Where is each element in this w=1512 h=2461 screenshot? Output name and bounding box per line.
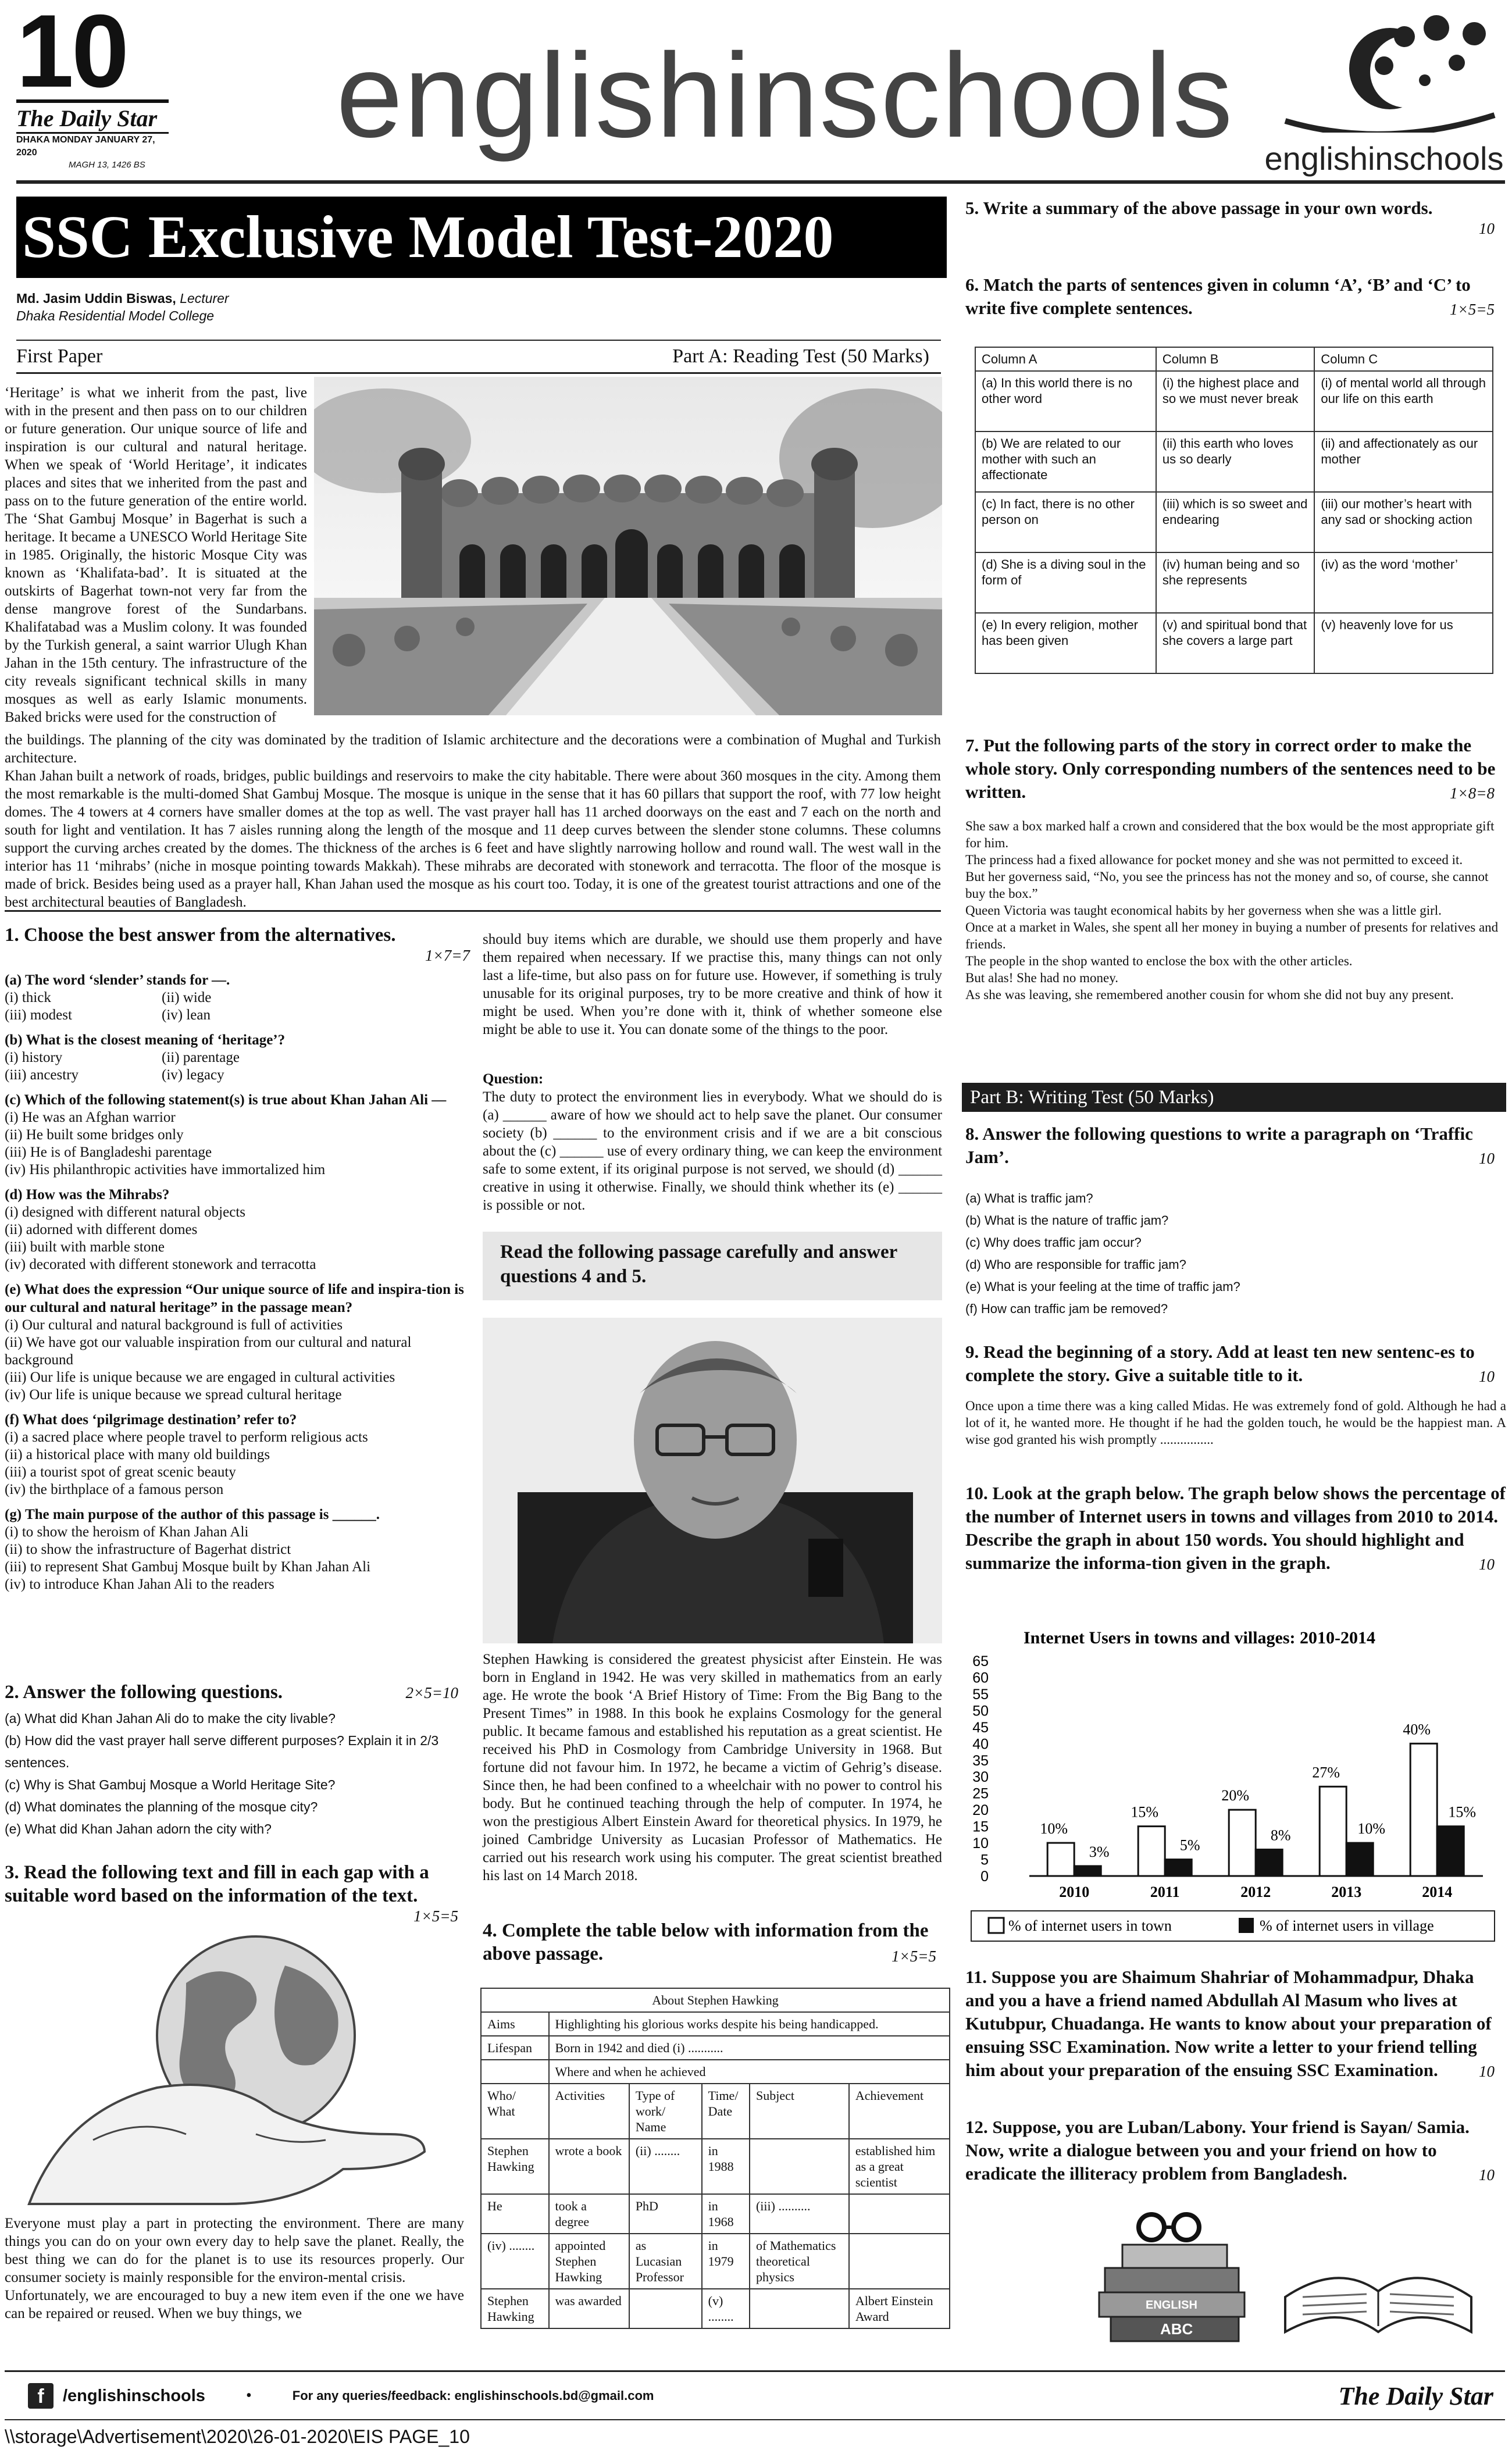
bar-value-label: 15%: [1448, 1803, 1477, 1821]
q2-item: (e) What did Khan Jahan adorn the city with?: [5, 1821, 272, 1836]
q4-col-header: Who/ What: [481, 2084, 549, 2139]
q7-line: The people in the shop wanted to enclose the box with the other articles.: [965, 954, 1353, 968]
q1-item: [5, 1411, 470, 1499]
q1-options: [5, 1109, 470, 1179]
question-4: [483, 1919, 942, 1964]
where-when-label: Where and when he achieved: [549, 2060, 950, 2084]
q4-cell: PhD: [629, 2194, 702, 2234]
lifespan-label: Lifespan: [481, 2036, 549, 2060]
town-bar: [1138, 1827, 1165, 1876]
q6-cell: (v) heavenly love for us: [1314, 613, 1493, 673]
question-12: [965, 2116, 1506, 2183]
question-5: [965, 197, 1506, 237]
q1-option[interactable]: (ii) adorned with different domes: [5, 1222, 198, 1237]
q7-line: But her governess said, “No, you see the princess has not the money and so, of course, she cannot buy the box.”: [965, 869, 1489, 901]
q1-option[interactable]: (ii) parentage: [162, 1050, 240, 1065]
q12-marks: 10: [1479, 2166, 1495, 2184]
q8-item: (f) How can traffic jam be removed?: [965, 1301, 1168, 1316]
legend-village-swatch: [1239, 1918, 1254, 1933]
internet-users-chart: [965, 1620, 1506, 1948]
q1-item-question: (e) What does the expression “Our unique source of life and inspira-tion is our cultural and natural heritage” in the passage mean?: [5, 1282, 464, 1315]
y-tick-label: 35: [972, 1752, 989, 1769]
q4-col-header: Time/ Date: [702, 2084, 750, 2139]
author-org: Dhaka Residential Model College: [16, 308, 215, 323]
page-title: englishinschools: [336, 28, 1234, 162]
q10-heading: 10. Look at the graph below. The graph below shows the percentage of the number of Internet users in towns and villages from 2010 to 2014. Describe the graph in about 150 words. You should highlight and summarize the informa-tion given in the graph.: [965, 1483, 1506, 1573]
q2-heading: 2. Answer the following questions.: [5, 1682, 283, 1703]
bar-value-label: 15%: [1131, 1803, 1159, 1821]
q1-option[interactable]: (i) to show the heroism of Khan Jahan Ali: [5, 1524, 249, 1540]
q1-item: [5, 1506, 470, 1593]
q1-item: [5, 1031, 470, 1084]
q2-item: (a) What did Khan Jahan Ali do to make the city livable?: [5, 1711, 336, 1726]
chart-title: Internet Users in towns and villages: 2010-2014: [1024, 1628, 1375, 1647]
town-bar: [1229, 1810, 1256, 1876]
q5-heading: 5. Write a summary of the above passage in your own words.: [965, 198, 1433, 218]
q6-cell: (ii) and affectionately as our mother: [1314, 431, 1493, 492]
q4-cell: in 1988: [702, 2139, 750, 2194]
bar-value-label: 10%: [1357, 1820, 1386, 1838]
q1-options: [5, 989, 470, 1024]
q6-heading: 6. Match the parts of sentences given in column ‘A’, ‘B’ and ‘C’ to write five complete sentences.: [965, 274, 1471, 318]
q1-item-question: (a) The word ‘slender’ stands for —.: [5, 972, 230, 988]
table-row: [975, 552, 1493, 613]
q4-cell: Albert Einstein Award: [849, 2289, 950, 2328]
q1-option[interactable]: (ii) a historical place with many old buildings: [5, 1447, 270, 1463]
q4-cell: [750, 2139, 849, 2194]
q4-cell: in 1968: [702, 2194, 750, 2234]
q1-option[interactable]: (iv) decorated with different stonework and terracotta: [5, 1257, 316, 1272]
q3-question-label: Question:: [483, 1071, 544, 1087]
q4-cell: wrote a book: [549, 2139, 629, 2194]
q1-option[interactable]: (iii) a tourist spot of great scenic beauty: [5, 1464, 236, 1480]
q7-line: She saw a box marked half a crown and considered that the box would be the most appropriate gift for him.: [965, 819, 1495, 850]
q4-cell: established him as a great scientist: [849, 2139, 950, 2194]
q4-cell: He: [481, 2194, 549, 2234]
facebook-handle[interactable]: /englishinschools: [63, 2386, 205, 2405]
q4-cell: (v) ........: [702, 2289, 750, 2328]
q1-option[interactable]: (i) history: [5, 1050, 63, 1065]
part-a-label: Part A: Reading Test (50 Marks): [672, 345, 929, 367]
part-b-bar: Part B: Writing Test (50 Marks): [962, 1083, 1506, 1112]
q1-option[interactable]: (i) designed with different natural objects: [5, 1204, 245, 1220]
q1-item: [5, 1091, 470, 1179]
books-label-abc: ABC: [1160, 2320, 1193, 2338]
logo-mark-icon: [1262, 5, 1506, 133]
books-illustration: [1087, 2210, 1483, 2344]
q4-cell: as Lucasian Professor: [629, 2234, 702, 2289]
q4-cell: (ii) ........: [629, 2139, 702, 2194]
y-tick-label: 60: [972, 1670, 989, 1686]
q2-item: (c) Why is Shat Gambuj Mosque a World Heritage Site?: [5, 1777, 336, 1792]
q1-options: [5, 1429, 470, 1499]
legend-village-label: % of internet users in village: [1260, 1917, 1434, 1934]
q7-line: The princess had a fixed allowance for pocket money and she was not permitted to exceed it.: [965, 853, 1463, 867]
q1-option[interactable]: (iii) Our life is unique because we are engaged in cultural activities: [5, 1369, 395, 1385]
q6-col-header: Column B: [1156, 347, 1314, 371]
table-row: [975, 613, 1493, 673]
q3-text-2: Unfortunately, we are encouraged to buy a new item even if the one we have can be repaired or reused. When we buy things, we: [5, 2288, 464, 2321]
q9-text: Once upon a time there was a king called Midas. He was extremely fond of gold. Although he had a lot of it, he wanted more. He thought if he had the golden touch, he would be the happiest man. A wise god granted his wish promptly ................: [965, 1399, 1506, 1447]
y-tick-label: 25: [972, 1785, 989, 1802]
q7-marks: 1×8=8: [1450, 784, 1495, 802]
q6-cell: (ii) this earth who loves us so dearly: [1156, 431, 1314, 492]
hawking-passage: Stephen Hawking is considered the greatest physicist after Einstein. He was born in England in 1942. He was very skilled in mathematics from an early age. He wrote the book ‘A Brief History of Time: From the Big Bang to the Present Times” in 1988. In this book he explains Cosmology for the general public. It became famous and established his reputation as a great scientist. He received his PhD in Cosmology from Cambridge University in 1968. But fortune did not favour him. In 1972, he became a victim of Gehrig’s disease. Since then, he had been confined to a wheelchair with no power to control his body. But he continued teaching through the help of computer. In 1974, he won the prestigious Albert Einstein Award for theoretical physics. In 1979, he joined Cambridge University as Lucasian Professor of Mathematics. He carried out his research work using his computer. The great scientist breathed his last on 14 March 2018.: [483, 1652, 942, 1884]
q1-option[interactable]: (i) thick: [5, 990, 51, 1005]
legend-town-label: % of internet users in town: [1008, 1917, 1172, 1934]
x-tick-label: 2013: [1331, 1884, 1362, 1900]
table-title: About Stephen Hawking: [481, 1988, 950, 2012]
q6-cell: (d) She is a diving soul in the form of: [975, 552, 1156, 613]
hawking-table: [480, 1988, 950, 2329]
q8-item: (c) Why does traffic jam occur?: [965, 1235, 1142, 1250]
q10-marks: 10: [1479, 1556, 1495, 1573]
question-9: [965, 1340, 1506, 1448]
q11-marks: 10: [1479, 2063, 1495, 2080]
q4-cell: was awarded: [549, 2289, 629, 2328]
q1-option[interactable]: (ii) He built some bridges only: [5, 1127, 184, 1143]
q4-cell: (iii) ..........: [750, 2194, 849, 2234]
y-tick-label: 15: [972, 1818, 989, 1835]
q1-option[interactable]: (ii) We have got our valuable inspiration from our cultural and natural background: [5, 1335, 412, 1368]
q1-option[interactable]: (iii) ancestry: [5, 1067, 79, 1083]
lifespan-value: Born in 1942 and died (i) ...........: [549, 2036, 950, 2060]
q1-item-question: (f) What does ‘pilgrimage destination’ refer to?: [5, 1412, 297, 1428]
test-title: SSC Exclusive Model Test-2020: [22, 204, 834, 270]
village-bar: [1346, 1843, 1373, 1876]
q4-cell: took a degree: [549, 2194, 629, 2234]
town-bar: [1047, 1843, 1074, 1876]
q1-option[interactable]: (iii) built with marble stone: [5, 1239, 165, 1255]
table-row: [975, 431, 1493, 492]
q1-item-question: (g) The main purpose of the author of this passage is ______.: [5, 1507, 380, 1522]
legend-town-swatch: [989, 1918, 1004, 1933]
q1-option[interactable]: (ii) to show the infrastructure of Bagerhat district: [5, 1542, 291, 1557]
y-tick-label: 0: [980, 1868, 989, 1885]
q4-marks: 1×5=5: [891, 1948, 936, 1965]
x-tick-label: 2012: [1240, 1884, 1271, 1900]
q4-cell: appointed Stephen Hawking: [549, 2234, 629, 2289]
q8-item: (d) Who are responsible for traffic jam?: [965, 1257, 1186, 1272]
q1-option[interactable]: (iii) modest: [5, 1007, 72, 1023]
q6-marks: 1×5=5: [1450, 301, 1495, 318]
hawking-photo: [483, 1318, 942, 1643]
question-10: [965, 1482, 1506, 1572]
village-bar: [1074, 1866, 1101, 1876]
passage-1-para2: Khan Jahan built a network of roads, bridges, public buildings and reservoirs to make the city habitable. There were about 360 mosques in the city. Among them the most remarkable is the multi-domed Shat Gambuj Mosque. The mosque is unique in the sense that it has 60 pillars that support the roof, with 77 low height domes. The 4 towers at 4 corners have smaller domes at the top as well. The vast prayer hall has 11 arched doorways on the east and 7 each on the north and south for light and ventilation. It has 7 aisles running along the length of the mosque and 11 deep curves between the slender stone columns. These columns support the curving arches created by the domes. The thickness of the arches is 6 feet and have slightly narrowing hollow and round wall. The west wall in the interior has 11 ‘mihrabs’ (niche in mosque pointing towards Makkah). These mihrabs are decorated with stonework and terracotta. The floor of the mosque is made of brick. Besides being used as a prayer hall, Khan Jahan used the mosque as his court too. Today, it is one of the greatest tourist attractions and one of the best architectural beauties of Bangladesh.: [5, 768, 941, 910]
table-row: [975, 371, 1493, 431]
table-row: [481, 2194, 950, 2234]
y-tick-label: 40: [972, 1736, 989, 1753]
q8-heading: 8. Answer the following questions to write a paragraph on ‘Traffic Jam’.: [965, 1124, 1473, 1167]
test-title-bar: [16, 197, 947, 278]
masthead-block: [16, 0, 173, 171]
q1-option[interactable]: (iii) to represent Shat Gambuj Mosque built by Khan Jahan Ali: [5, 1559, 371, 1575]
y-tick-label: 65: [972, 1653, 989, 1670]
logo: [1262, 5, 1506, 177]
q6-col-header: Column A: [975, 347, 1156, 371]
question-2: [5, 1681, 470, 1840]
q1-item: [5, 971, 470, 1024]
q1-heading: 1. Choose the best answer from the alternatives.: [5, 925, 396, 946]
x-tick-label: 2014: [1422, 1884, 1453, 1900]
q6-cell: (iii) our mother’s heart with any sad or shocking action: [1314, 492, 1493, 552]
dateline: DHAKA MONDAY JANUARY 27, 2020: [16, 135, 155, 158]
q7-line: But alas! She had no money.: [965, 971, 1118, 985]
q4-cell: of Mathematics theoretical physics: [750, 2234, 849, 2289]
q9-marks: 10: [1479, 1368, 1495, 1385]
q4-col-header: Subject: [750, 2084, 849, 2139]
town-bar: [1320, 1786, 1346, 1876]
y-tick-label: 50: [972, 1703, 989, 1720]
q3-marks: 1×5=5: [413, 1907, 458, 1925]
q6-cell: (a) In this world there is no other word: [975, 371, 1156, 431]
q1-item: [5, 1186, 470, 1274]
q6-cell: (i) the highest place and so we must never break: [1156, 371, 1314, 431]
globe-in-hand-image: [12, 1931, 454, 2210]
q9-heading: 9. Read the beginning of a story. Add at least ten new sentenc-es to complete the story. Give a suitable title to it.: [965, 1342, 1475, 1385]
town-bar: [1410, 1743, 1437, 1876]
q6-cell: (iii) which is so sweet and endearing: [1156, 492, 1314, 552]
q8-marks: 10: [1479, 1150, 1495, 1167]
y-tick-label: 20: [972, 1802, 989, 1819]
question-1: [5, 923, 470, 1593]
q1-item-question: (b) What is the closest meaning of ‘heritage’?: [5, 1032, 286, 1048]
q4-cell: Stephen Hawking: [481, 2139, 549, 2194]
q2-item: (d) What dominates the planning of the mosque city?: [5, 1799, 318, 1814]
portrait-image-icon: [483, 1318, 942, 1643]
contact-email[interactable]: For any queries/feedback: englishinschools.bd@gmail.com: [292, 2388, 654, 2403]
read-passage-box: [483, 1232, 942, 1300]
q8-item: (e) What is your feeling at the time of traffic jam?: [965, 1279, 1240, 1294]
q1-options: [5, 1049, 470, 1084]
passage-1-end: the buildings. The planning of the city was dominated by the tradition of Islamic architecture and the decorations were a combination of Mughal and Turkish architecture.: [5, 732, 941, 766]
q6-cell: (c) In fact, there is no other person on: [975, 492, 1156, 552]
bar-value-label: 20%: [1221, 1787, 1250, 1804]
footer-brand: The Daily Star: [1338, 2381, 1493, 2410]
q1-option[interactable]: (iv) lean: [162, 1007, 211, 1023]
q4-col-header: Type of work/ Name: [629, 2084, 702, 2139]
q1-option[interactable]: (i) He was an Afghan warrior: [5, 1110, 176, 1125]
read-passage-instruction: Read the following passage carefully and answer questions 4 and 5.: [500, 1242, 897, 1287]
question-6: [965, 273, 1506, 318]
footer: [5, 2378, 1505, 2413]
q4-col-header: Achievement: [849, 2084, 950, 2139]
q3-question-block: [483, 1070, 942, 1214]
chart-canvas: [965, 1620, 1506, 1948]
q4-col-header: Activities: [549, 2084, 629, 2139]
x-tick-label: 2011: [1150, 1884, 1180, 1900]
table-row: [481, 2289, 950, 2328]
q1-option[interactable]: (i) Our cultural and natural background is full of activities: [5, 1317, 343, 1333]
q6-cell: (i) of mental world all through our life on this earth: [1314, 371, 1493, 431]
village-bar: [1165, 1860, 1192, 1876]
q1-item-question: (c) Which of the following statement(s) is true about Khan Jahan Ali —: [5, 1092, 447, 1108]
q7-line: Queen Victoria was taught economical habits by her governess when she was a little girl.: [965, 903, 1442, 918]
x-tick-label: 2010: [1059, 1884, 1090, 1900]
q1-option[interactable]: (iv) His philanthropic activities have immortalized him: [5, 1162, 326, 1178]
q4-cell: [849, 2194, 950, 2234]
q6-cell: (v) and spiritual bond that she covers a large part: [1156, 613, 1314, 673]
q7-line: Once at a market in Wales, she spent all her money in buying a number of presents for relatives and friends.: [965, 920, 1499, 951]
q6-cell: (iv) as the word ‘mother’: [1314, 552, 1493, 613]
q1-option[interactable]: (iv) legacy: [162, 1067, 224, 1083]
y-tick-label: 10: [972, 1835, 989, 1852]
question-7: [965, 734, 1506, 1003]
logo-caption: englishinschools: [1264, 140, 1504, 177]
q8-item: (a) What is traffic jam?: [965, 1191, 1093, 1205]
passage-1-wrapped: ‘Heritage’ is what we inherit from the past, live with in the present and then pass on to our children or future generation. Our unique source of life and inspiration is our cultural and natural heritage. When we speak of ‘World Heritage’, it indicates places and sites that we inherited from the past and pass on to the future generation of the entire world. The ‘Shat Gambuj Mosque’ in Bagerhat is such a heritage. It became a UNESCO World Heritage Site in 1985. Originally, the historic Mosque City was known as ‘Khalifata-bad’. It is situated at the outskirts of Bagerhat town-not very far from the dense mangrove forest of the Sundarbans. Khalifatabad was a Muslim colony. It was founded by the Turkish general, a saint warrior Ulugh Khan Jahan in the 15th century. The infrastructure of the city reveals significant technical skills in many mosques as well as early Islamic monuments. Baked bricks were used for the construction of: [5, 385, 307, 725]
globe-hand-icon: [12, 1931, 454, 2210]
q6-col-header: Column C: [1314, 347, 1493, 371]
author-name: Md. Jasim Uddin Biswas,: [16, 291, 176, 306]
q1-options: [5, 1204, 470, 1274]
q3-text-1: Everyone must play a part in protecting the environment. There are many things you can do on your own every day to help save the planet. Really, the best thing we can do for the planet is to use its resources properly. Our consumer society is mainly responsible for the environ-mental crisis.: [5, 2216, 464, 2285]
q5-marks: 10: [1479, 220, 1495, 237]
bullet: •: [245, 2387, 252, 2405]
q3-text: [5, 2214, 464, 2323]
q2-marks: 2×5=10: [405, 1684, 458, 1702]
books-label-english: ENGLISH: [1146, 2299, 1197, 2312]
table-row: [975, 492, 1493, 552]
question-11: [965, 1966, 1506, 2080]
village-bar: [1437, 1827, 1464, 1876]
q4-cell: Stephen Hawking: [481, 2289, 549, 2328]
q3-heading: 3. Read the following text and fill in each gap with a suitable word based on the information of the text.: [5, 1862, 429, 1906]
y-tick-label: 45: [972, 1719, 989, 1736]
q4-heading: 4. Complete the table below with information from the above passage.: [483, 1920, 929, 1964]
q1-option[interactable]: (iv) to introduce Khan Jahan Ali to the readers: [5, 1577, 274, 1592]
file-path: \\storage\Advertisement\2020\26-01-2020\EIS PAGE_10: [5, 2426, 470, 2447]
q4-cell: [849, 2234, 950, 2289]
q1-options: [5, 1524, 470, 1593]
match-table: [975, 347, 1493, 674]
q3-question-text: The duty to protect the environment lies in everybody. What we should do is (a) ______ aware of how we should act to help save the planet. Our consumer society (b) ______ to the environment crisis and if we are a bit conscious about the (c) ______ use of every ordinary thing, we can keep the environment safe to some extent, if its original purpose is not served, we should (d) ______ creative in using it otherwise. Finally, we should think whether its (e) ______ is possible or not.: [483, 1089, 943, 1213]
bar-value-label: 27%: [1312, 1764, 1340, 1781]
q4-cell: in 1979: [702, 2234, 750, 2289]
facebook-icon[interactable]: f: [28, 2383, 54, 2409]
q1-item: [5, 1281, 470, 1404]
y-tick-label: 30: [972, 1769, 989, 1786]
newspaper-name: The Daily Star: [16, 105, 158, 131]
q7-line: As she was leaving, she remembered another cousin for whom she did not buy any present.: [965, 987, 1454, 1002]
bar-value-label: 3%: [1089, 1843, 1110, 1860]
question-3: [5, 1861, 464, 1925]
page-number: 10: [16, 0, 127, 109]
q4-cell: [750, 2289, 849, 2328]
section-bar: [16, 340, 941, 374]
q2-item: (b) How did the vast prayer hall serve different purposes? Explain it in 2/3 sentences.: [5, 1733, 439, 1770]
q4-cell: [629, 2289, 702, 2328]
author-role: Lecturer: [180, 291, 229, 306]
table-row: [481, 2234, 950, 2289]
author-block: [16, 290, 229, 324]
bar-value-label: 40%: [1403, 1721, 1431, 1738]
q12-heading: 12. Suppose, you are Luban/Labony. Your friend is Sayan/ Samia. Now, write a dialogue between you and your friend on how to eradicate the illiteracy problem from Bangladesh.: [965, 2117, 1470, 2184]
q11-heading: 11. Suppose you are Shaimum Shahriar of Mohammadpur, Dhaka and you a have a friend named Abdullah Al Masum who lives at Kutubpur, Chuadanga. He wants to know about your preparation of ensuing SSC Examination. Now write a letter to your friend telling him about your preparation of the ensuing SSC Examination.: [965, 1967, 1492, 2080]
q1-marks: 1×7=7: [425, 947, 470, 964]
q8-item: (b) What is the nature of traffic jam?: [965, 1213, 1169, 1228]
question-8: [965, 1122, 1506, 1320]
q6-cell: (e) In every religion, mother has been given: [975, 613, 1156, 673]
q1-item-question: (d) How was the Mihrabs?: [5, 1187, 170, 1203]
table-row: [481, 2139, 950, 2194]
y-tick-label: 55: [972, 1686, 989, 1703]
q1-options: [5, 1317, 470, 1404]
village-bar: [1256, 1849, 1282, 1876]
aims-label: Aims: [481, 2012, 549, 2036]
q1-option[interactable]: (iv) Our life is unique because we spread cultural heritage: [5, 1387, 342, 1403]
y-tick-label: 5: [980, 1852, 989, 1868]
bar-value-label: 10%: [1040, 1820, 1068, 1838]
q7-heading: 7. Put the following parts of the story in correct order to make the whole story. Only corresponding numbers of the sentences need to be written.: [965, 735, 1496, 802]
q6-cell: (b) We are related to our mother with such an affectionate: [975, 431, 1156, 492]
passage-1-continued: [5, 731, 941, 911]
bar-value-label: 8%: [1270, 1827, 1291, 1844]
q6-cell: (iv) human being and so she represents: [1156, 552, 1314, 613]
q1-option[interactable]: (ii) wide: [162, 990, 212, 1005]
aims-value: Highlighting his glorious works despite his being handicapped.: [549, 2012, 950, 2036]
books-icon: [1087, 2210, 1483, 2344]
q4-cell: (iv) ........: [481, 2234, 549, 2289]
bar-value-label: 5%: [1179, 1836, 1200, 1854]
q3-text-continued: should buy items which are durable, we should use them properly and have them repaired when necessary. If we practise this, many things can not only last a life-time, but also pass on for future use. However, if something is truly unusable for its original purposes, try to be more creative and think of how it might be used. When you’re done with it, think of whether someone else might be able to use it. You can donate some of the things to the poor.: [483, 932, 942, 1037]
bangla-date: MAGH 13, 1426 BS: [69, 160, 145, 170]
mosque-image-icon: [314, 377, 942, 715]
q1-option[interactable]: (iv) the birthplace of a famous person: [5, 1482, 224, 1497]
paper-label: First Paper: [16, 345, 103, 367]
mosque-photo: [314, 377, 942, 715]
q1-option[interactable]: (iii) He is of Bangladeshi parentage: [5, 1144, 212, 1160]
q1-option[interactable]: (i) a sacred place where people travel to perform religious acts: [5, 1429, 368, 1445]
